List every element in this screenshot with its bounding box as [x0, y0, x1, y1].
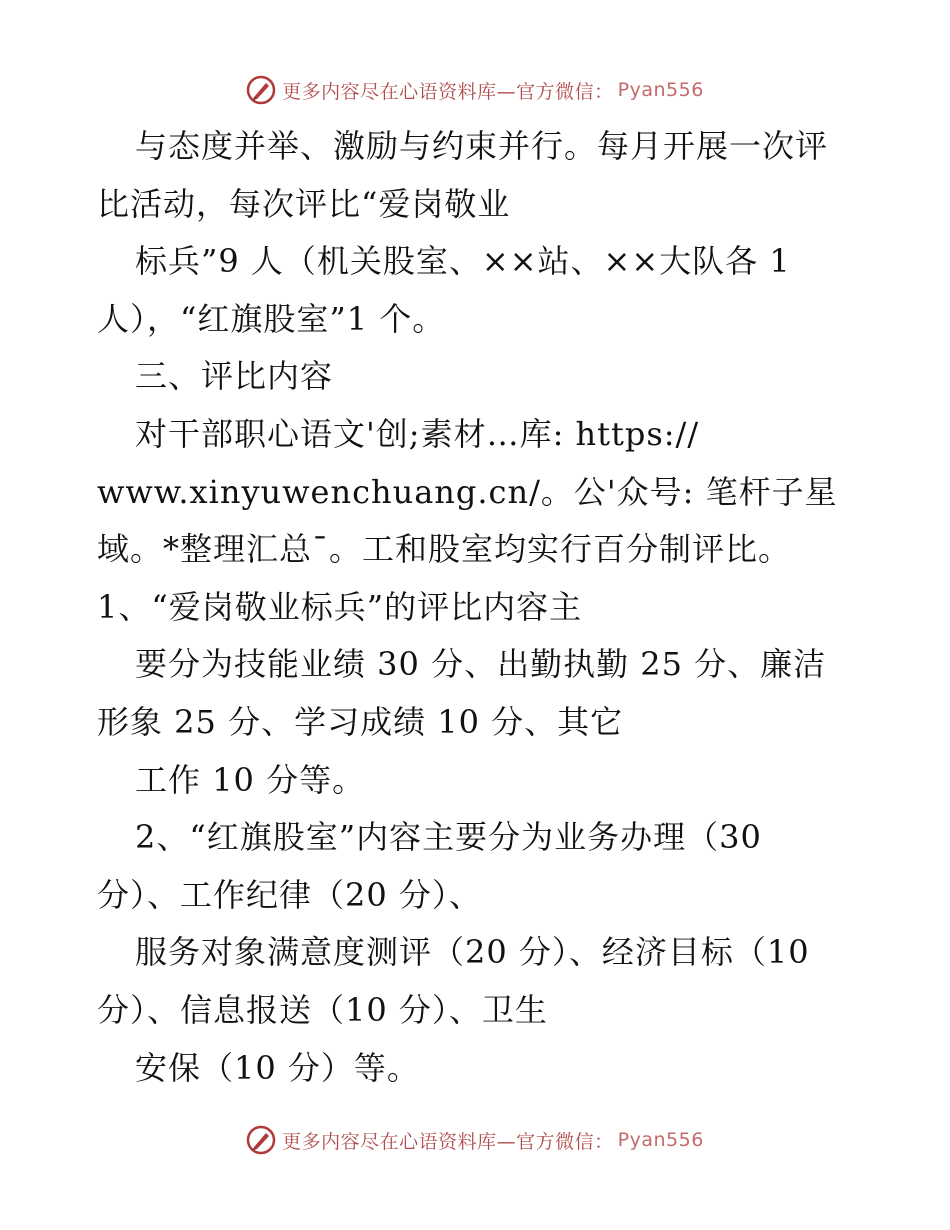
body-line: 服务对象满意度测评（20 分）、经济目标（10	[135, 933, 810, 972]
body-line: 标兵”9 人（机关股室、××站、××大队各 1	[135, 242, 791, 281]
body-line: 人），“红旗股室”1 个。	[97, 299, 446, 338]
body-line: 对干部职心语文'创;素材…库: https://	[135, 414, 700, 453]
header-banner-text: 更多内容尽在心语资料库—官方微信：	[282, 80, 614, 103]
body-line: 1、“爱岗敬业标兵”的评比内容主	[97, 587, 583, 626]
pen-logo-icon	[246, 1125, 276, 1155]
body-line: 分）、工作纪律（20 分）、	[97, 875, 482, 914]
body-line: 比活动，每次评比“爱岗敬业	[97, 184, 511, 223]
body-line: 分）、信息报送（10 分）、卫生	[97, 990, 548, 1029]
header-banner-contact: Pyan556	[617, 79, 704, 101]
footer-banner-text: 更多内容尽在心语资料库—官方微信：	[282, 1130, 614, 1153]
body-line: 工作 10 分等。	[135, 760, 366, 799]
footer-banner	[0, 1120, 950, 1160]
body-line: 域。*整理汇总¯。工和股室均实行百分制评比。	[97, 530, 792, 569]
section-heading: 三、评比内容	[135, 357, 334, 396]
footer-banner-contact: Pyan556	[617, 1129, 704, 1151]
document-body	[97, 118, 867, 1097]
body-line: 形象 25 分、学习成绩 10 分、其它	[97, 702, 624, 741]
body-line: 与态度并举、激励与约束并行。每月开展一次评	[135, 127, 829, 165]
body-line: 安保（10 分）等。	[135, 1048, 420, 1087]
body-line: 要分为技能业绩 30 分、出勤执勤 25 分、廉洁	[135, 645, 827, 684]
header-banner	[0, 70, 950, 110]
body-line: 2、“红旗股室”内容主要分为业务办理（30	[135, 818, 762, 857]
body-line: www.xinyuwenchuang.cn/。公'众号: 笔杆子星	[97, 472, 838, 511]
pen-logo-icon	[246, 75, 276, 105]
